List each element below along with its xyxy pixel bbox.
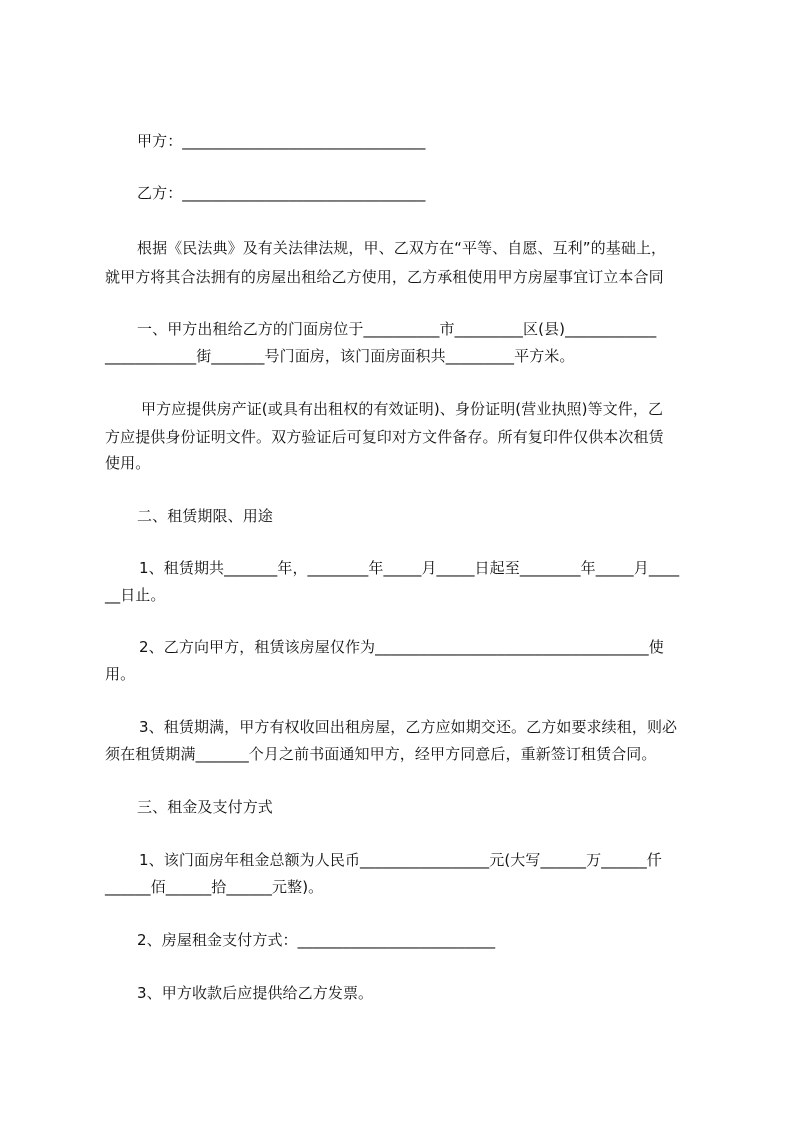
- item2-1-line-2: __日止。: [105, 586, 166, 604]
- docs-line-1: 甲方应提供房产证(或具有出租权的有效证明)、身份证明(营业执照)等文件，乙: [141, 400, 664, 418]
- docs-line-3: 使用。: [105, 454, 151, 472]
- section2-heading: 二、租赁期限、用途: [137, 507, 273, 525]
- item3-3-line: 3、甲方收款后应提供给乙方发票。: [137, 984, 374, 1002]
- item2-2-line-2: 用。: [105, 665, 136, 683]
- item2-3-line-2: 须在租赁期满_______个月之前书面通知甲方，经甲方同意后，重新签订租赁合同。: [105, 745, 657, 763]
- item2-1-line-1: 1、租赁期共_______年，________年_____月_____日起至________年_____月____: [139, 559, 680, 577]
- party-b-line: 乙方：________________________________: [137, 184, 426, 202]
- docs-line-2: 方应提供身份证明文件。双方验证后可复印对方文件备存。所有复印件仅供本次租赁: [105, 428, 664, 446]
- item2-2-line-1: 2、乙方向甲方，租赁该房屋仅作为____________________________________使: [139, 638, 664, 656]
- item3-2-line: 2、房屋租金支付方式：__________________________: [137, 931, 496, 949]
- preamble-line-2: 就甲方将其合法拥有的房屋出租给乙方使用，乙方承租使用甲方房屋事宜订立本合同: [105, 268, 664, 286]
- preamble-line-1: 根据《民法典》及有关法律法规，甲、乙双方在“平等、自愿、互利”的基础上，: [137, 239, 667, 257]
- party-a-line: 甲方：________________________________: [137, 132, 426, 150]
- clause1-line-1: 一、甲方出租给乙方的门面房位于__________市_________区(县)____________: [137, 320, 657, 338]
- item2-3-line-1: 3、租赁期满，甲方有权收回出租房屋，乙方应如期交还。乙方如要求续租，则必: [139, 718, 678, 736]
- clause1-line-2: ____________街_______号门面房，该门面房面积共_________平方米。: [105, 347, 575, 365]
- item3-1-line-1: 1、该门面房年租金总额为人民币_________________元(大写______万______仟: [139, 851, 662, 869]
- item3-1-line-2: ______佰______拾______元整)。: [105, 878, 324, 896]
- section3-heading: 三、租金及支付方式: [137, 798, 273, 816]
